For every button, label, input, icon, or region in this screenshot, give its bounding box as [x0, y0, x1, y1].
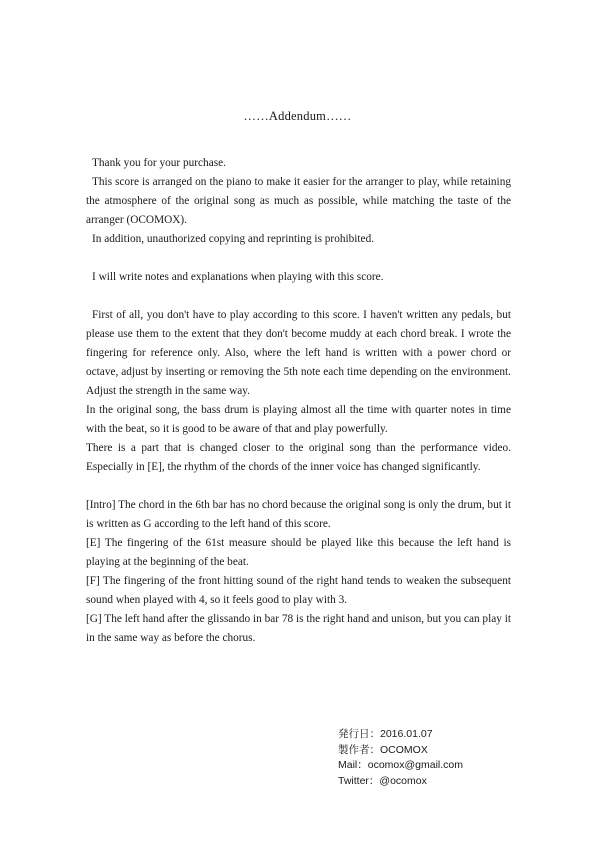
paragraph-g-note: [G] The left hand after the glissando in bar 78 is the right hand and unison, but you can play it in the same way as before the chorus. — [86, 613, 511, 644]
spacer — [86, 249, 511, 268]
page-title: ……Addendum…… — [243, 109, 352, 123]
paragraph-notes-intro: I will write notes and explanations when playing with this score. — [92, 271, 384, 283]
body-text — [86, 154, 511, 648]
spacer — [86, 477, 511, 496]
paragraph-changes: There is a part that is changed closer to the original song than the performance video. Especially in [E], the rhythm of the chords of the inner voice has changed significantly. — [86, 442, 511, 473]
paragraph-arrangement: This score is arranged on the piano to make it easier for the arranger to play, while retaining the atmosphere of the original song as much as possible, while matching the taste of the arranger (OCOMOX). — [86, 176, 511, 226]
paragraph-f-note: [F] The fingering of the front hitting sound of the right hand tends to weaken the subsequent sound when played with 4, so it feels good to play with 3. — [86, 575, 511, 606]
contact-twitter: Twitter：@ocomox — [338, 774, 427, 787]
spacer — [86, 287, 511, 306]
author-name: 製作者：OCOMOX — [338, 743, 428, 756]
paragraph-first-of-all: First of all, you don't have to play according to this score. I haven't written any pedals, but please use them to the extent that they don't become muddy at each chord break. I wrote the fingering for reference only. Also, where the left hand is written with a power chord or octave, adjust by inserting or removing the 5th note each time depending on the environment. Adjust the strength in the same way. — [86, 309, 511, 397]
paragraph-e-note: [E] The fingering of the 61st measure should be played like this because the left hand is playing at the beginning of the beat. — [86, 537, 511, 568]
paragraph-bass-drum: In the original song, the bass drum is playing almost all the time with quarter notes in time with the beat, so it is good to be aware of that and play powerfully. — [86, 404, 511, 435]
publish-date: 発行日：2016.01.07 — [338, 728, 433, 740]
contact-mail: Mail：ocomox@gmail.com — [338, 759, 464, 771]
paragraph-intro-note: [Intro] The chord in the 6th bar has no chord because the original song is only the drum, but it is written as G according to the left hand of this score. — [86, 499, 511, 530]
paragraph-copyright: In addition, unauthorized copying and reprinting is prohibited. — [92, 233, 375, 245]
paragraph-thanks: Thank you for your purchase. — [92, 157, 226, 169]
publication-info — [338, 727, 463, 789]
